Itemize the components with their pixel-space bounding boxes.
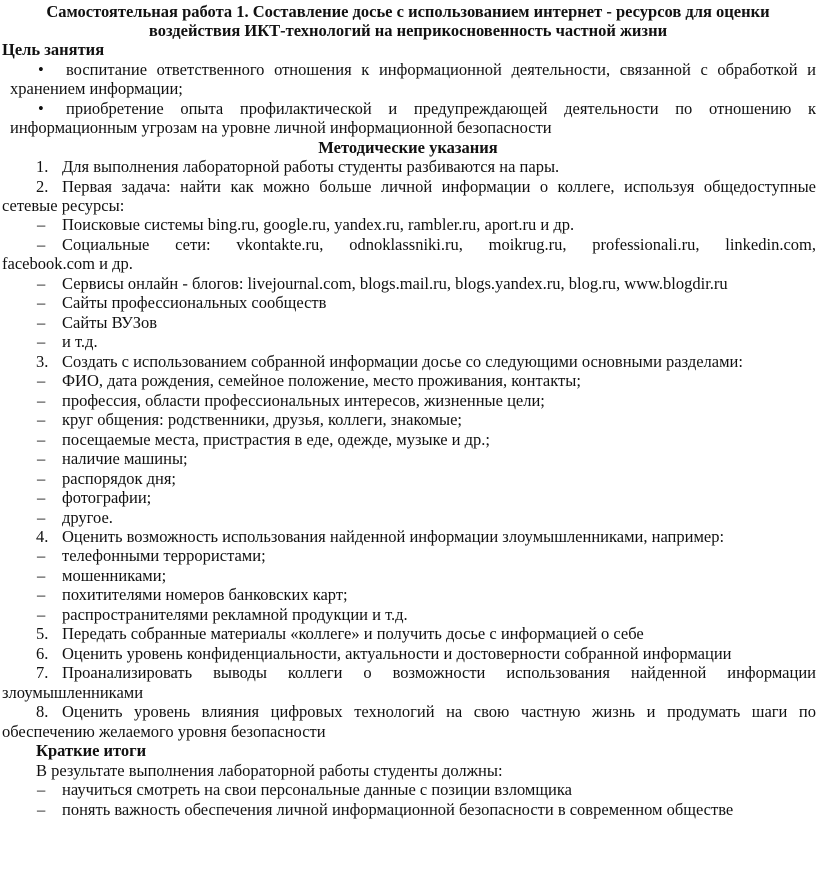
sub-item-photos: [0, 488, 816, 507]
sub-item-text: Социальные сети: vkontakte.ru, odnoklassniki.ru, moikrug.ru, professionali.ru, linkedin.com,: [62, 234, 816, 254]
dash-icon: –: [37, 273, 46, 293]
sub-item-text: другое.: [62, 507, 113, 527]
dash-icon: –: [37, 371, 46, 391]
list-number: 3.: [36, 351, 49, 371]
summary-item-text: научиться смотреть на свои персональные данные с позиции взломщика: [62, 780, 572, 800]
list-number: 1.: [36, 157, 49, 177]
document-title: [0, 0, 816, 40]
methods-heading: Методические указания: [318, 137, 498, 157]
dash-icon: –: [37, 390, 46, 410]
sub-item-text: распорядок дня;: [62, 468, 177, 488]
dash-icon: –: [37, 546, 46, 566]
list-item-8-cont: обеспечению желаемого уровня безопасности: [2, 721, 326, 741]
list-item-3: [0, 352, 816, 371]
goal-item-1: [0, 60, 816, 79]
list-item-2-cont: сетевые ресурсы:: [2, 196, 125, 215]
sub-item-circle: [0, 410, 816, 429]
summary-item-text: понять важность обеспечения личной информационной безопасности в современном обществе: [62, 799, 734, 819]
list-number: 4.: [36, 526, 49, 546]
list-item-text: Передать собранные материалы «коллеге» и получить досье с информацией о себе: [62, 624, 644, 644]
sub-item-text: и т.д.: [62, 332, 98, 352]
goal-item-1-line-1: воспитание ответственного отношения к информационной деятельности, связанной с обработкой и: [66, 59, 816, 79]
dash-icon: –: [37, 429, 46, 449]
list-item-8: [0, 702, 816, 721]
dash-icon: –: [37, 780, 46, 800]
list-item-6: [0, 644, 816, 663]
list-item-text: Проанализировать выводы коллеги о возможности использования найденной информации: [62, 663, 816, 683]
sub-item-search: [0, 215, 816, 234]
list-item-text: Оценить уровень влияния цифровых технологий на свою частную жизнь и продумать шаги по: [62, 702, 816, 722]
list-item-7-cont: злоумышленниками: [2, 682, 144, 702]
list-item-text: Первая задача: найти как можно больше личной информации о коллеге, используя общедоступные: [62, 176, 816, 196]
sub-item-schedule: [0, 469, 816, 488]
dash-icon: –: [37, 449, 46, 469]
sub-item-social-cont: facebook.com и др.: [2, 254, 133, 274]
sub-item-profession: [0, 391, 816, 410]
sub-item-other: [0, 508, 816, 527]
list-item-text: Создать с использованием собранной информации досье со следующими основными разделами:: [62, 351, 743, 371]
summary-item-1: [0, 780, 816, 799]
dash-icon: –: [37, 293, 46, 313]
summary-heading: Краткие итоги: [36, 741, 147, 761]
sub-item-text: профессия, области профессиональных интересов, жизненные цели;: [62, 390, 545, 410]
sub-item-text: мошенниками;: [62, 565, 167, 585]
list-item-1: [0, 157, 816, 176]
list-item-2: [0, 177, 816, 196]
list-number: 8.: [36, 702, 49, 722]
dash-icon: –: [37, 507, 46, 527]
bullet-icon: •: [38, 59, 44, 79]
sub-item-text: телефонными террористами;: [62, 546, 266, 566]
dash-icon: –: [37, 799, 46, 819]
sub-item-text: Сайты ВУЗов: [62, 312, 158, 332]
sub-item-text: Сервисы онлайн - блогов: livejournal.com, blogs.mail.ru, blogs.yandex.ru, blog.ru, www.blogdir.ru: [62, 273, 728, 293]
sub-item-fraudsters: [0, 566, 816, 585]
goal-item-2-line-1: приобретение опыта профилактической и предупреждающей деятельности по отношению к: [66, 98, 816, 118]
sub-item-text: Поисковые системы bing.ru, google.ru, yandex.ru, rambler.ru, aport.ru и др.: [62, 215, 575, 235]
sub-item-text: ФИО, дата рождения, семейное положение, место проживания, контакты;: [62, 371, 581, 391]
sub-item-universities: [0, 313, 816, 332]
dash-icon: –: [37, 565, 46, 585]
list-number: 2.: [36, 176, 49, 196]
list-number: 7.: [36, 663, 49, 683]
dash-icon: –: [37, 585, 46, 605]
dash-icon: –: [37, 312, 46, 332]
sub-item-text: круг общения: родственники, друзья, коллеги, знакомые;: [62, 410, 463, 430]
list-number: 6.: [36, 643, 49, 663]
list-number: 5.: [36, 624, 49, 644]
sub-item-text: фотографии;: [62, 488, 152, 508]
list-item-text: Оценить уровень конфиденциальности, актуальности и достоверности собранной информации: [62, 643, 732, 663]
dash-icon: –: [37, 215, 46, 235]
dash-icon: –: [37, 604, 46, 624]
title-line-1: Самостоятельная работа 1. Составление досье с использованием интернет - ресурсов для оценки: [46, 2, 770, 21]
goal-item-2: [0, 99, 816, 118]
dash-icon: –: [37, 332, 46, 352]
bullet-icon: •: [38, 98, 44, 118]
list-item-7: [0, 663, 816, 682]
sub-item-text: похитителями номеров банковских карт;: [62, 585, 348, 605]
list-item-5: [0, 624, 816, 643]
sub-item-text: посещаемые места, пристрастия в еде, одежде, музыке и др.;: [62, 429, 490, 449]
summary-intro: В результате выполнения лабораторной работы студенты должны:: [36, 760, 503, 780]
sub-item-places: [0, 430, 816, 449]
list-item-4: [0, 527, 816, 546]
list-item-text: Для выполнения лабораторной работы студенты разбиваются на пары.: [62, 157, 560, 177]
list-item-text: Оценить возможность использования найденной информации злоумышленниками, например:: [62, 526, 725, 546]
title-line-2: воздействия ИКТ-технологий на неприкосновенность частной жизни: [148, 21, 668, 41]
sub-item-phone-terrorists: [0, 546, 816, 565]
goal-item-1-line-2: хранением информации;: [10, 79, 183, 99]
goal-heading: Цель занятия: [2, 40, 105, 60]
dash-icon: –: [37, 234, 46, 254]
dash-icon: –: [37, 410, 46, 430]
goal-item-2-line-2: информационным угрозам на уровне личной информационной безопасности: [10, 118, 552, 138]
sub-item-etc: [0, 332, 816, 351]
sub-item-social: [0, 235, 816, 254]
sub-item-car: [0, 449, 816, 468]
summary-item-2: [0, 800, 816, 819]
sub-item-fio: [0, 371, 816, 390]
sub-item-text: наличие машины;: [62, 449, 188, 469]
sub-item-blogs: [0, 274, 816, 293]
sub-item-communities: [0, 293, 816, 312]
sub-item-advertisers: [0, 605, 816, 624]
dash-icon: –: [37, 468, 46, 488]
sub-item-text: Сайты профессиональных сообществ: [62, 293, 327, 313]
sub-item-card-thieves: [0, 585, 816, 604]
sub-item-text: распространителями рекламной продукции и т.д.: [62, 604, 408, 624]
dash-icon: –: [37, 488, 46, 508]
